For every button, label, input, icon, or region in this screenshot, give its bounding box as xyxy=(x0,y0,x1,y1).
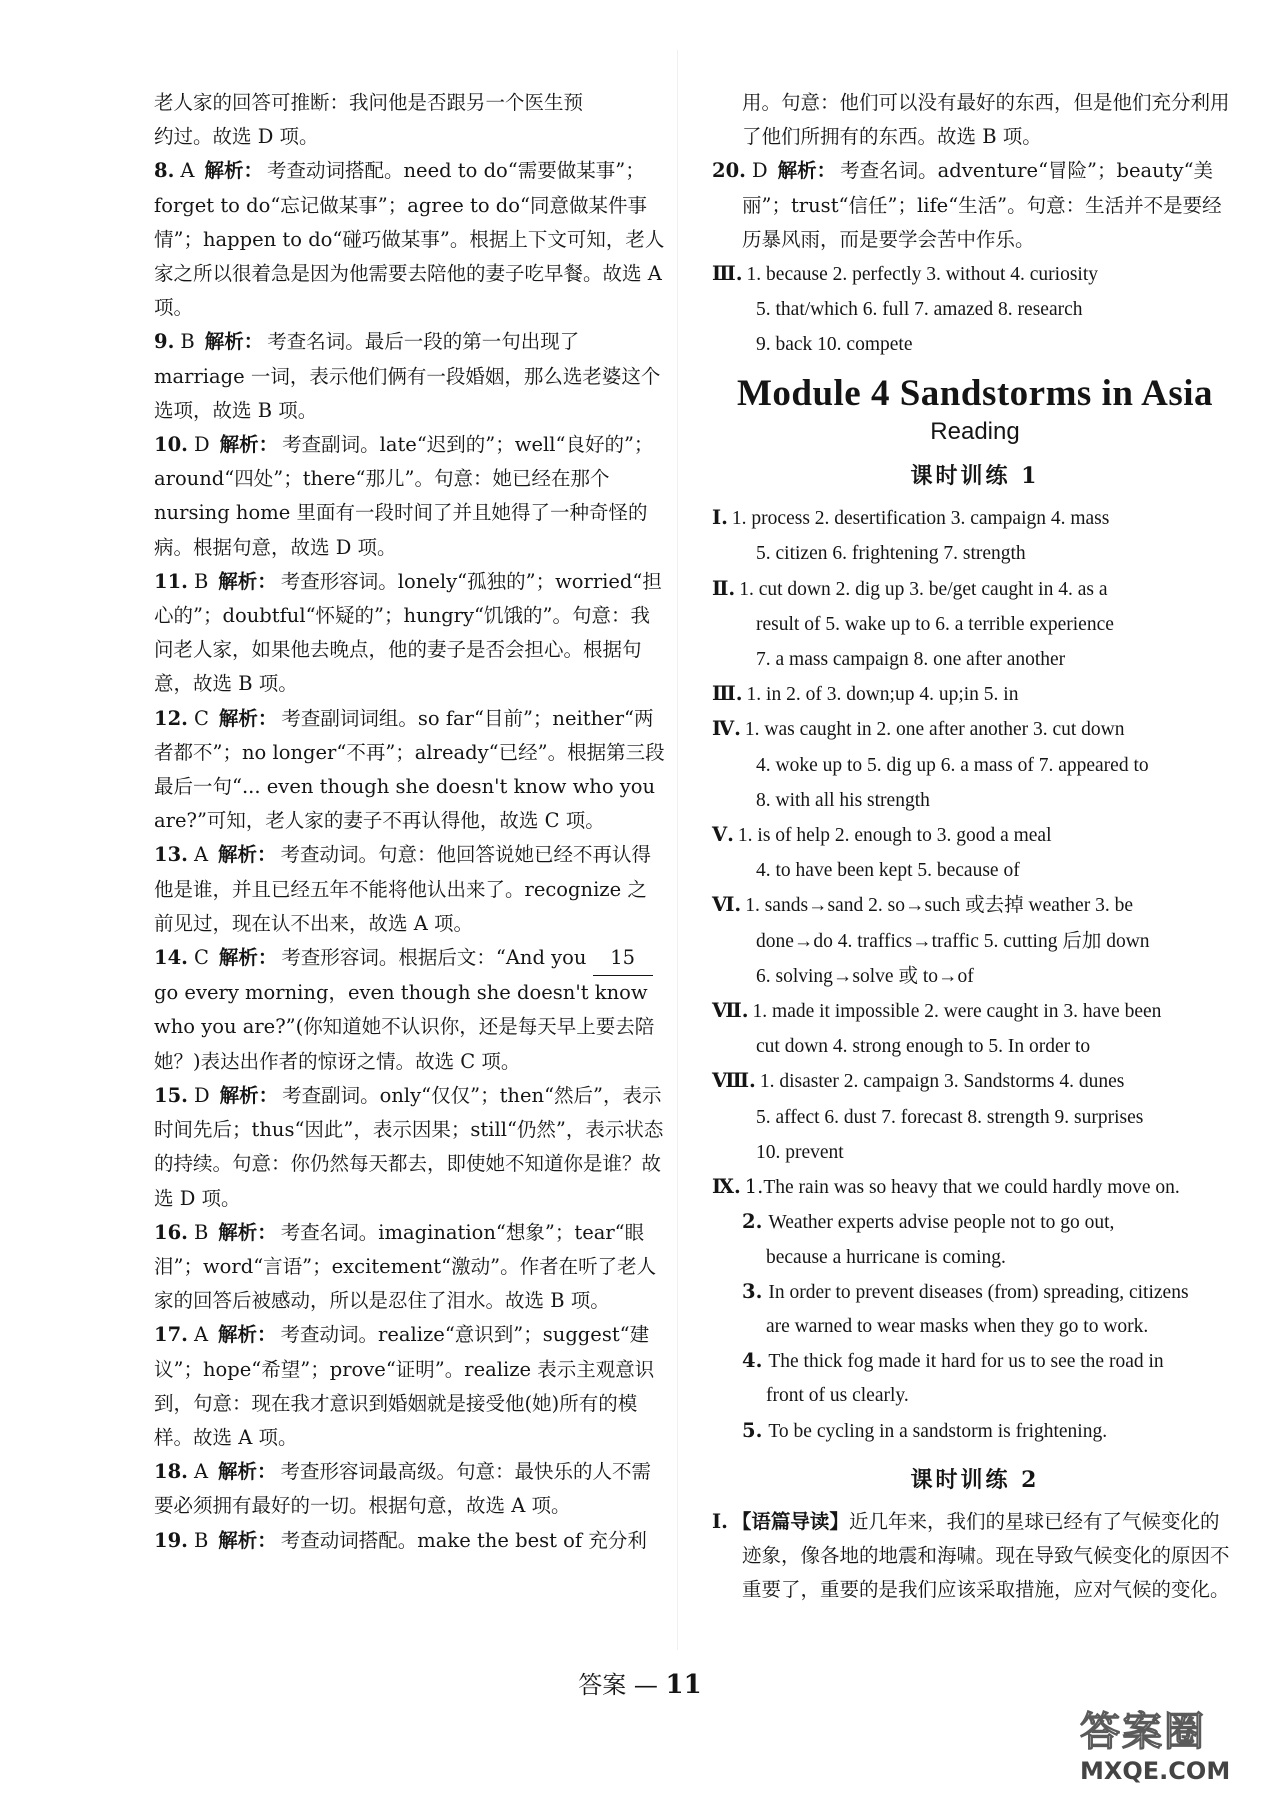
item-label: 解析： xyxy=(204,159,263,183)
item-explanation: 考查副词词组。so far“目前”；neither“两者都不”；no longer“不再”；already“已经”。根据第三段最后一句“... even though she doesn't know who you are?”可知，老人家的妻子不再认得他，故选 C 项。 xyxy=(154,706,665,833)
left-answer-list xyxy=(154,154,666,1557)
item-number: 11. xyxy=(154,569,188,593)
answer-item xyxy=(154,565,666,702)
section-label: Ⅰ. xyxy=(712,1509,728,1533)
answer-text: 8. with all his strength xyxy=(756,789,930,811)
answer-text: result of 5. wake up to 6. a terrible experience xyxy=(756,613,1114,635)
right-column xyxy=(712,86,1238,1608)
answer-row xyxy=(712,818,1238,853)
item-label: 解析： xyxy=(219,1083,279,1107)
answer-text: 5. citizen 6. frightening 7. strength xyxy=(756,543,1026,565)
answer-row xyxy=(712,1064,1238,1099)
watermark-top: 答案圈 xyxy=(1080,1709,1206,1755)
section-label: Ⅲ. xyxy=(712,682,743,706)
item-number: 15. xyxy=(154,1083,188,1107)
answer-row xyxy=(712,536,1238,571)
answer-item xyxy=(154,154,666,325)
answer-row xyxy=(712,853,1238,888)
answer-row xyxy=(712,327,1238,362)
item-number: 14. xyxy=(154,946,188,970)
answer-row xyxy=(712,994,1238,1029)
answer-item xyxy=(154,702,666,839)
answer-row xyxy=(712,501,1238,536)
section-VII xyxy=(712,994,1238,1064)
item-number: 9. xyxy=(154,330,175,354)
item-answer: D xyxy=(751,159,768,183)
item-answer: B xyxy=(193,1220,209,1244)
item-number: 19. xyxy=(154,1528,188,1552)
item-explanation: 考查名词。imagination“想象”；tear“眼泪”；word“言语”；excitement“激动”。作者在听了老人家的回答后被感动，所以是忍住了泪水。故选 B 项。 xyxy=(154,1220,657,1313)
answer-text: 4. to have been kept 5. because of xyxy=(756,860,1020,882)
item-answer: B xyxy=(193,569,209,593)
answer-text: 1. in 2. of 3. down;up 4. up;in 5. in xyxy=(746,684,1019,706)
answer-text: 1. disaster 2. campaign 3. Sandstorms 4. dunes xyxy=(759,1071,1125,1093)
section-label: Ⅲ. xyxy=(712,262,743,286)
item-explanation: 考查名词。adventure“冒险”；beauty“美丽”；trust“信任”；life“生活”。句意：生活并不是要经历暴风雨，而是要学会苦中作乐。 xyxy=(742,159,1222,251)
answer-item xyxy=(154,1079,666,1216)
item-number: 10. xyxy=(154,433,188,457)
answer-row xyxy=(712,257,1238,292)
blank-number: 15 xyxy=(593,941,653,976)
answer-row xyxy=(712,607,1238,642)
sentence-line: front of us clearly. xyxy=(766,1385,909,1407)
answer-item xyxy=(154,1455,666,1523)
item-label: 解析： xyxy=(218,1323,277,1347)
item-number: 12. xyxy=(154,706,188,730)
answer-text: 1. was caught in 2. one after another 3. cut down xyxy=(744,719,1125,741)
item-explanation: 考查动词搭配。need to do“需要做某事”；forget to do“忘记做某事”；agree to do“同意做某件事情”；happen to do“碰巧做某事”。根据上下文可知，老人家之所以很着急是因为他需要去陪他的妻子吃早餐。故选 A 项。 xyxy=(154,159,665,320)
item-19-continuation: 用。句意：他们可以没有最好的东西，但是他们充分利用了他们所拥有的东西。故选 B 项。 xyxy=(742,91,1230,149)
sentence-number: 5. xyxy=(742,1418,763,1442)
section-label: Ⅸ. xyxy=(712,1175,741,1199)
answer-row xyxy=(712,748,1238,783)
page-footer xyxy=(0,1665,1280,1700)
answer-row xyxy=(712,642,1238,677)
intro-line-1: 老人家的回答可推断：我问他是否跟另一个医生预 xyxy=(154,91,584,114)
sentence-line: are warned to wear masks when they go to work. xyxy=(766,1315,1149,1337)
answer-text: 1. made it impossible 2. were caught in 3. have been xyxy=(752,1001,1162,1023)
answer-text: 9. back 10. compete xyxy=(756,334,913,356)
translation-sentence xyxy=(712,1275,1238,1344)
item-label: 解析： xyxy=(219,433,279,457)
answer-text: cut down 4. strong enough to 5. In order to xyxy=(756,1036,1091,1058)
item-answer: D xyxy=(193,433,210,457)
item-label: 解析： xyxy=(218,843,277,867)
sentence-number: 3. xyxy=(742,1279,763,1303)
answer-row xyxy=(712,712,1238,747)
item-explanation: 考查副词。only“仅仅”；then“然后”，表示时间先后；thus“因此”，表示因果；still“仍然”，表示状态的持续。句意：你仍然每天都去，即使她不知道你是谁？故选 D 项。 xyxy=(154,1083,664,1210)
answer-item-20 xyxy=(712,154,1238,257)
translation-sentence xyxy=(712,1414,1238,1449)
section-label: Ⅴ. xyxy=(712,823,734,847)
item-explanation: go every morning，even though she doesn't know who you are?”(你知道她不认识你，还是每天早上要去陪她？)表达出作者的惊讶之情。故选 C 项。 xyxy=(154,981,655,1073)
sentence-line: To be cycling in a sandstorm is frightening. xyxy=(768,1420,1108,1442)
section-label: Ⅱ. xyxy=(712,576,736,600)
item-answer: C xyxy=(193,946,209,970)
answer-text: done→do 4. traffics→traffic 5. cutting 后加 down xyxy=(756,930,1150,952)
item-number: 18. xyxy=(154,1460,188,1484)
answer-row xyxy=(712,783,1238,818)
section-IV xyxy=(712,712,1238,818)
sentence-number: 1. xyxy=(744,1175,764,1199)
item-answer: C xyxy=(193,706,209,730)
answer-text: 1. process 2. desertification 3. campaign 4. mass xyxy=(731,508,1110,530)
answer-text: 5. that/which 6. full 7. amazed 8. research xyxy=(756,299,1083,321)
item-explanation: 考查形容词最高级。句意：最快乐的人不需要必须拥有最好的一切。根据句意，故选 A 项。 xyxy=(154,1460,652,1518)
item-answer: B xyxy=(193,1528,209,1552)
answer-row xyxy=(712,959,1238,994)
answer-text: 1. cut down 2. dig up 3. be/get caught in 4. as a xyxy=(739,578,1108,600)
sentence-line: The thick fog made it hard for us to see the road in xyxy=(768,1351,1164,1373)
module-title: Module 4 Sandstorms in Asia xyxy=(736,372,1214,414)
item-explanation: 考查动词。句意：他回答说她已经不再认得他是谁，并且已经五年不能将他认出来了。recognize 之前见过，现在认不出来，故选 A 项。 xyxy=(154,843,652,935)
reading-guide-tag: 【语篇导读】 xyxy=(731,1509,849,1533)
page-fold xyxy=(677,50,678,1650)
item-label: 解析： xyxy=(218,1460,277,1484)
sentence-line: Weather experts advise people not to go out, xyxy=(768,1212,1115,1234)
item-answer: A xyxy=(180,159,195,183)
sentence-number: 4. xyxy=(742,1349,763,1373)
section-VI xyxy=(712,888,1238,994)
item-answer: B xyxy=(180,330,195,354)
item-explanation: 考查副词。late“迟到的”；well“良好的”；around“四处”；there“那儿”。句意：她已经在那个 nursing home 里面有一段时间了并且她得了一种奇怪的病。根据句意，故选 D 项。 xyxy=(154,433,654,559)
intro-line-2: 约过。故选 D 项。 xyxy=(154,125,319,149)
answer-text: 1. sands→sand 2. so→such 或去掉 weather 3. be xyxy=(745,895,1133,917)
item-answer: D xyxy=(193,1083,210,1107)
sentence-line: because a hurricane is coming. xyxy=(766,1246,1006,1268)
item-explanation: 考查动词。realize“意识到”；suggest“建议”；hope“希望”；prove“证明”。realize 表示主观意识到，句意：现在我才意识到婚姻就是接受他(她)所有的模样。故选 A 项。 xyxy=(154,1323,655,1449)
item-answer: A xyxy=(193,843,209,867)
answer-row xyxy=(712,1100,1238,1135)
item-number: 16. xyxy=(154,1220,188,1244)
section-label: Ⅳ. xyxy=(712,717,741,741)
watermark-logo xyxy=(1080,1700,1270,1790)
answer-item xyxy=(154,941,666,1079)
item-label: 解析： xyxy=(218,569,277,593)
item-explanation: 考查名词。最后一段的第一句出现了 marriage 一词，表示他们俩有一段婚姻，那么选老婆这个选项，故选 B 项。 xyxy=(154,330,661,422)
answer-item xyxy=(154,1216,666,1319)
answer-item xyxy=(154,1318,666,1455)
translation-sentence xyxy=(712,1205,1238,1274)
item-label: 解析： xyxy=(204,330,264,354)
answer-item xyxy=(154,838,666,941)
section-VIII xyxy=(712,1064,1238,1170)
item-answer: A xyxy=(193,1323,209,1347)
section-I xyxy=(712,501,1238,571)
answer-item xyxy=(154,1524,666,1558)
item-label: 解析： xyxy=(218,1528,277,1552)
item-number: 13. xyxy=(154,843,188,867)
section-I-lesson2 xyxy=(712,1505,1238,1608)
sentence-number: 2. xyxy=(742,1210,763,1234)
section-V xyxy=(712,818,1238,888)
item-explanation-before: 考查形容词。根据后文：“And you xyxy=(281,946,587,970)
answer-text: 5. affect 6. dust 7. forecast 8. strength 9. surprises xyxy=(756,1106,1144,1128)
answer-row xyxy=(712,924,1238,959)
item-number: 8. xyxy=(154,159,175,183)
answer-item xyxy=(154,325,666,428)
footer-prefix: 答案 — xyxy=(578,1671,658,1699)
answer-text: 4. woke up to 5. dig up 6. a mass of 7. appeared to xyxy=(756,754,1149,776)
answer-text: 10. prevent xyxy=(756,1141,844,1163)
answer-row xyxy=(712,572,1238,607)
item-number: 20. xyxy=(712,159,746,183)
item-label: 解析： xyxy=(777,159,837,183)
item-label: 解析： xyxy=(218,946,278,970)
answer-text: 1. is of help 2. enough to 3. good a meal xyxy=(737,825,1052,847)
answer-text: 7. a mass campaign 8. one after another xyxy=(756,649,1066,671)
item-explanation: 考查形容词。lonely“孤独的”；worried“担心的”；doubtful“怀疑的”；hungry“饥饿的”。句意：我问老人家，如果他去晚点，他的妻子是否会担心。根据句意，故选 B 项。 xyxy=(154,569,662,696)
item-answer: A xyxy=(193,1460,209,1484)
answer-row xyxy=(712,677,1238,712)
section-label: Ⅰ. xyxy=(712,506,728,530)
lesson-2-heading: 课时训练 2 xyxy=(910,1466,1040,1493)
reading-guide-text: 近几年来，我们的星球已经有了气候变化的迹象，像各地的地震和海啸。现在导致气候变化的原因不重要了，重要的是我们应该采取措施，应对气候的变化。 xyxy=(742,1509,1230,1602)
left-column xyxy=(154,86,666,1558)
section-II xyxy=(712,572,1238,678)
sentence-line: The rain was so heavy that we could hardly move on. xyxy=(763,1177,1180,1199)
answer-text: 1. because 2. perfectly 3. without 4. curiosity xyxy=(746,264,1098,286)
item-explanation: 考查动词搭配。make the best of 充分利 xyxy=(280,1528,647,1552)
translation-sentence xyxy=(712,1344,1238,1413)
answer-row xyxy=(712,1029,1238,1064)
answer-item xyxy=(154,428,666,565)
translation-sentence xyxy=(712,1170,1238,1205)
reading-heading: Reading xyxy=(930,417,1020,445)
item-number: 17. xyxy=(154,1323,188,1347)
lesson-1-heading: 课时训练 1 xyxy=(910,463,1040,490)
item-label: 解析： xyxy=(218,706,278,730)
page-number: 11 xyxy=(665,1670,702,1700)
sentence-line: In order to prevent diseases (from) spreading, citizens xyxy=(768,1281,1189,1303)
answer-text: 6. solving→solve 或 to→of xyxy=(756,965,974,987)
answer-row xyxy=(712,888,1238,923)
section-IX xyxy=(712,1170,1238,1449)
section-III xyxy=(712,677,1238,712)
section-3 xyxy=(712,257,1238,363)
answer-row xyxy=(712,292,1238,327)
item-label: 解析： xyxy=(218,1220,277,1244)
section-label: Ⅷ. xyxy=(712,1069,756,1093)
section-label: Ⅵ. xyxy=(712,893,742,917)
answer-row xyxy=(712,1135,1238,1170)
watermark-bottom: MXQE.COM xyxy=(1080,1757,1231,1785)
section-label: Ⅶ. xyxy=(712,999,749,1023)
